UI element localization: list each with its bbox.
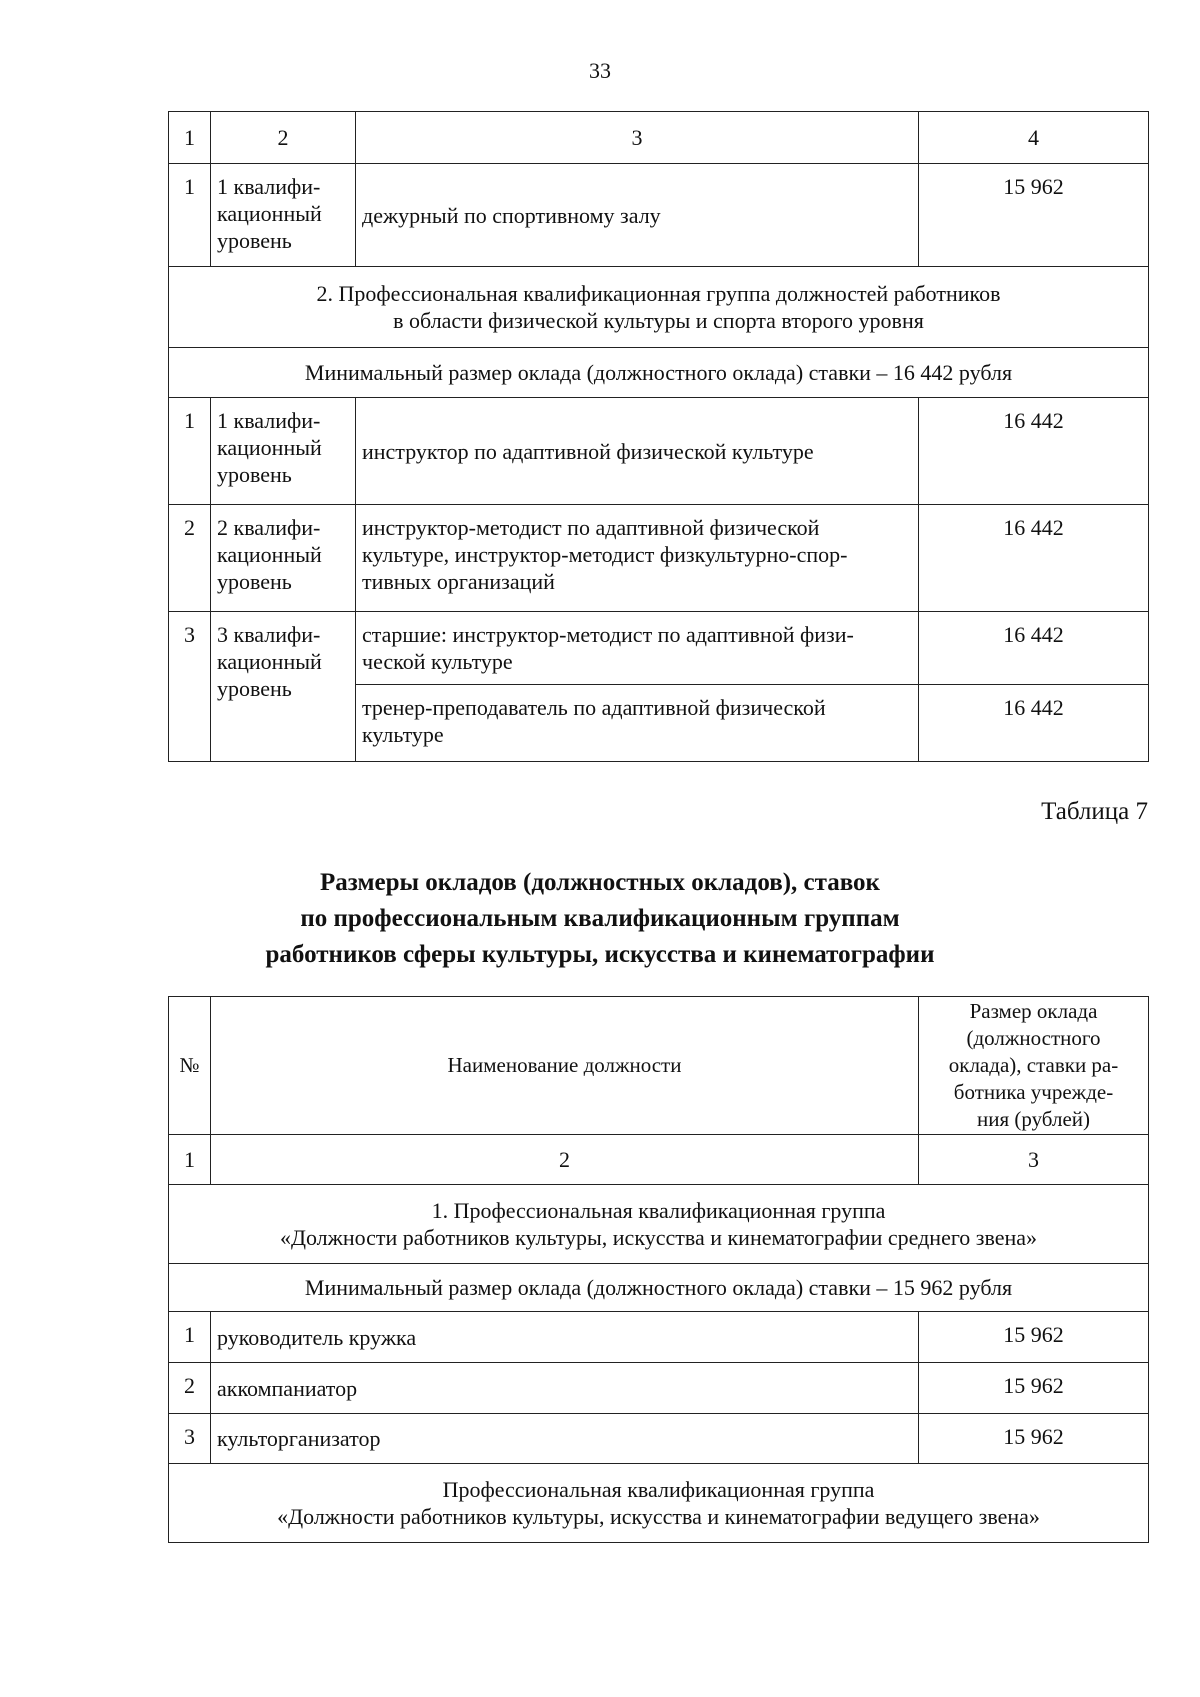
salary-value: 15 962 bbox=[919, 1312, 1149, 1363]
table-row bbox=[169, 1363, 1149, 1414]
qualification-level: 3 квалифи- кационный уровень bbox=[211, 612, 356, 762]
table-row bbox=[169, 1312, 1149, 1363]
group-title: 2. Профессиональная квалификационная группа должностей работников в области физической культуры и спорта второго уровня bbox=[169, 267, 1149, 348]
row-number: 1 bbox=[169, 398, 211, 505]
position-name: руководитель кружка bbox=[211, 1312, 919, 1363]
table-header-row bbox=[169, 997, 1149, 1135]
table-header-row bbox=[169, 112, 1149, 164]
header-salary: Размер оклада (должностного оклада), ставки ра- ботника учрежде- ния (рублей) bbox=[919, 997, 1149, 1135]
salary-value: 15 962 bbox=[919, 1414, 1149, 1464]
header-position-name: Наименование должности bbox=[211, 997, 919, 1135]
position-name: старшие: инструктор-методист по адаптивной физи- ческой культуре bbox=[356, 612, 919, 685]
header-number: № bbox=[169, 997, 211, 1135]
position-name: инструктор по адаптивной физической культуре bbox=[356, 398, 919, 505]
page-number: 33 bbox=[589, 58, 611, 83]
row-number: 3 bbox=[169, 1414, 211, 1464]
group-minimum-salary: Минимальный размер оклада (должностного оклада) ставки – 16 442 рубля bbox=[169, 348, 1149, 398]
header-cell: 1 bbox=[169, 112, 211, 164]
table-row bbox=[169, 164, 1149, 267]
group-title-row bbox=[169, 1185, 1149, 1264]
column-numbering-row bbox=[169, 1135, 1149, 1185]
row-number: 1 bbox=[169, 1312, 211, 1363]
row-number: 1 bbox=[169, 164, 211, 267]
row-number: 2 bbox=[169, 1363, 211, 1414]
row-number: 2 bbox=[169, 505, 211, 612]
salary-value: 16 442 bbox=[919, 398, 1149, 505]
salary-value: 16 442 bbox=[919, 685, 1149, 762]
position-name: тренер-преподаватель по адаптивной физической культуре bbox=[356, 685, 919, 762]
table-row bbox=[169, 505, 1149, 612]
salary-value: 16 442 bbox=[919, 505, 1149, 612]
qualification-level: 1 квалифи- кационный уровень bbox=[211, 398, 356, 505]
table-row bbox=[169, 1414, 1149, 1464]
group-title: Профессиональная квалификационная группа «Должности работников культуры, искусства и кинематографии ведущего звена» bbox=[169, 1464, 1149, 1543]
position-name: дежурный по спортивному залу bbox=[356, 164, 919, 267]
column-number: 2 bbox=[211, 1135, 919, 1185]
culture-salary-table bbox=[168, 996, 1149, 1543]
group-minimum-row bbox=[169, 1264, 1149, 1312]
table-title: Размеры окладов (должностных окладов), ставок по профессиональным квалификационным группам работников сферы культуры, искусства и кинематографии bbox=[265, 869, 935, 968]
group-minimum-salary: Минимальный размер оклада (должностного оклада) ставки – 15 962 рубля bbox=[169, 1264, 1149, 1312]
column-number: 1 bbox=[169, 1135, 211, 1185]
qualification-level: 1 квалифи- кационный уровень bbox=[211, 164, 356, 267]
header-cell: 3 bbox=[356, 112, 919, 164]
table-label: Таблица 7 bbox=[1041, 798, 1148, 825]
position-name: аккомпаниатор bbox=[211, 1363, 919, 1414]
group-title-row bbox=[169, 267, 1149, 348]
salary-value: 16 442 bbox=[919, 612, 1149, 685]
header-cell: 2 bbox=[211, 112, 356, 164]
column-number: 3 bbox=[919, 1135, 1149, 1185]
qualification-level: 2 квалифи- кационный уровень bbox=[211, 505, 356, 612]
position-name: культорганизатор bbox=[211, 1414, 919, 1464]
table-row bbox=[169, 612, 1149, 685]
group-minimum-row bbox=[169, 348, 1149, 398]
salary-value: 15 962 bbox=[919, 1363, 1149, 1414]
salary-table-continued bbox=[168, 111, 1149, 762]
group-title: 1. Профессиональная квалификационная группа «Должности работников культуры, искусства и кинематографии среднего звена» bbox=[169, 1185, 1149, 1264]
row-number: 3 bbox=[169, 612, 211, 762]
position-name: инструктор-методист по адаптивной физической культуре, инструктор-методист физкультурно-спор- тивных организаций bbox=[356, 505, 919, 612]
header-cell: 4 bbox=[919, 112, 1149, 164]
group-title-row bbox=[169, 1464, 1149, 1543]
salary-value: 15 962 bbox=[919, 164, 1149, 267]
table-row bbox=[169, 398, 1149, 505]
